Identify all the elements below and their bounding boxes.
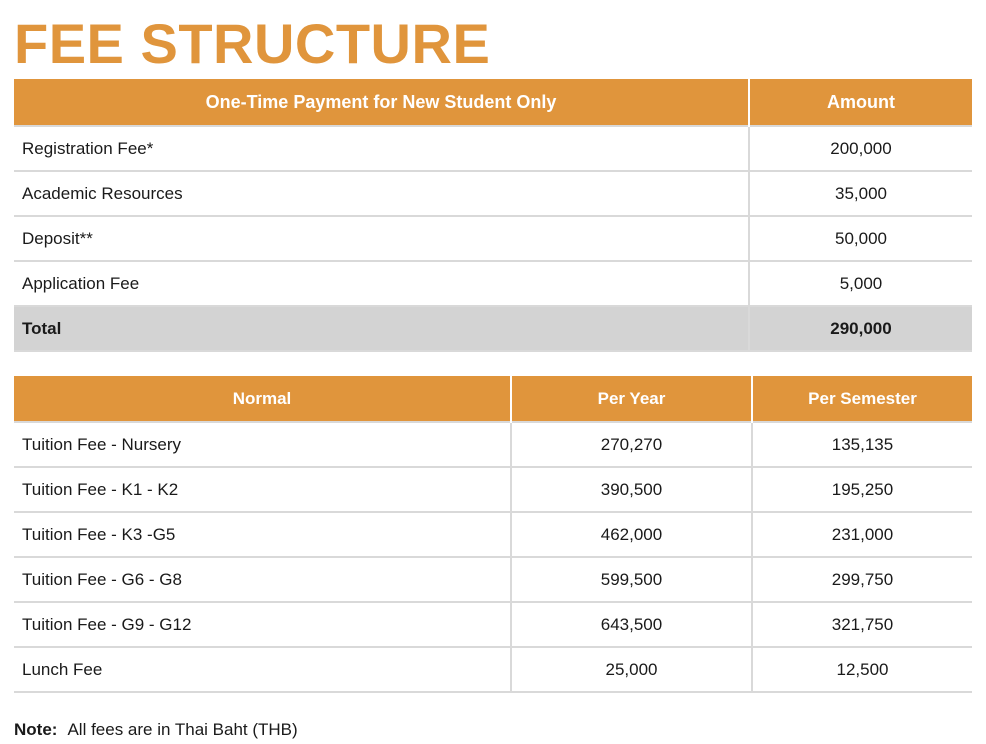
fee-label: Academic Resources (14, 171, 749, 216)
footnote (14, 720, 298, 740)
per-year-amount: 390,500 (511, 467, 752, 512)
column-header: One-Time Payment for New Student Only (14, 79, 749, 126)
table-row (14, 602, 972, 647)
column-header: Per Semester (752, 376, 972, 422)
fee-amount: 35,000 (749, 171, 972, 216)
total-row (14, 306, 972, 351)
table-row (14, 171, 972, 216)
fee-label: Tuition Fee - K1 - K2 (14, 467, 511, 512)
per-year-amount: 25,000 (511, 647, 752, 692)
per-year-amount: 462,000 (511, 512, 752, 557)
table-row (14, 557, 972, 602)
table-row (14, 216, 972, 261)
fee-amount: 5,000 (749, 261, 972, 306)
page-title: FEE STRUCTURE (14, 12, 491, 75)
table-header-row (14, 79, 972, 126)
fee-label: Tuition Fee - G6 - G8 (14, 557, 511, 602)
per-year-amount: 599,500 (511, 557, 752, 602)
per-semester-amount: 135,135 (752, 422, 972, 467)
per-year-amount: 270,270 (511, 422, 752, 467)
note-text: All fees are in Thai Baht (THB) (67, 720, 298, 739)
per-year-amount: 643,500 (511, 602, 752, 647)
fee-label: Tuition Fee - Nursery (14, 422, 511, 467)
column-header: Amount (749, 79, 972, 126)
fee-label: Deposit** (14, 216, 749, 261)
fee-label: Application Fee (14, 261, 749, 306)
column-header: Per Year (511, 376, 752, 422)
fee-label: Tuition Fee - K3 -G5 (14, 512, 511, 557)
per-semester-amount: 299,750 (752, 557, 972, 602)
fee-label: Registration Fee* (14, 126, 749, 171)
one-time-payment-table (14, 79, 972, 352)
table-row (14, 261, 972, 306)
normal-fees-table (14, 376, 972, 693)
table-row (14, 126, 972, 171)
per-semester-amount: 12,500 (752, 647, 972, 692)
table-row (14, 512, 972, 557)
per-semester-amount: 321,750 (752, 602, 972, 647)
fee-amount: 50,000 (749, 216, 972, 261)
note-label: Note: (14, 720, 58, 739)
per-semester-amount: 231,000 (752, 512, 972, 557)
table-row (14, 422, 972, 467)
column-header: Normal (14, 376, 511, 422)
total-label: Total (14, 306, 749, 351)
total-amount: 290,000 (749, 306, 972, 351)
fee-amount: 200,000 (749, 126, 972, 171)
table-row (14, 467, 972, 512)
table-header-row (14, 376, 972, 422)
table-row (14, 647, 972, 692)
fee-label: Tuition Fee - G9 - G12 (14, 602, 511, 647)
fee-label: Lunch Fee (14, 647, 511, 692)
per-semester-amount: 195,250 (752, 467, 972, 512)
